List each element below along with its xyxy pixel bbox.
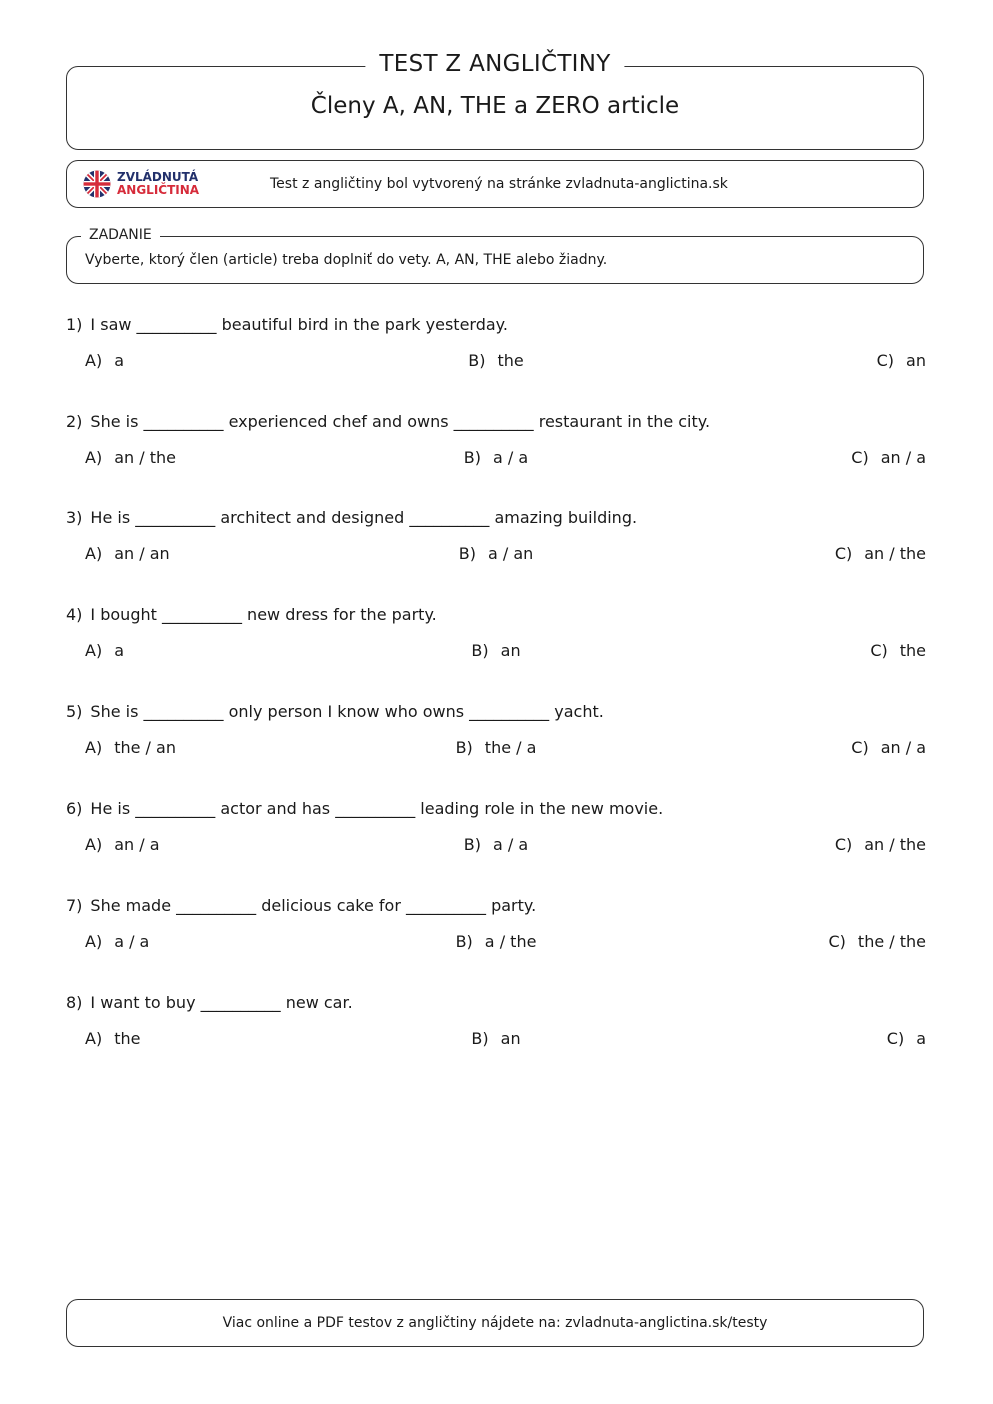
footer-box [66, 1299, 924, 1347]
option-value: a / a [493, 835, 529, 854]
question-6 [66, 799, 926, 857]
option-value: a / a [114, 932, 150, 951]
option-letter: C) [876, 351, 895, 370]
option-a[interactable] [85, 351, 124, 370]
option-b[interactable] [468, 351, 523, 370]
option-value: an / a [114, 835, 160, 854]
question-sentence: She is __________ experienced chef and owns __________ restaurant in the city. [90, 412, 711, 431]
question-4 [66, 605, 926, 663]
option-letter: C) [886, 1029, 905, 1048]
option-value: the / a [484, 738, 537, 757]
option-c[interactable] [887, 1029, 926, 1048]
option-c[interactable] [877, 351, 926, 370]
option-value: an [500, 641, 521, 660]
option-value: a / the [484, 932, 537, 951]
question-text [66, 799, 926, 818]
option-b[interactable] [471, 641, 520, 660]
question-3 [66, 508, 926, 566]
options-row [66, 932, 926, 954]
option-a[interactable] [85, 1029, 140, 1048]
option-value: the [899, 641, 926, 660]
brand-note: Test z angličtiny bol vytvorený na stránke zvladnuta-anglictina.sk [270, 176, 728, 192]
option-a[interactable] [85, 641, 124, 660]
option-value: a [114, 641, 124, 660]
options-row [66, 738, 926, 760]
question-text [66, 896, 926, 915]
option-letter: A) [85, 351, 103, 370]
option-letter: A) [85, 448, 103, 467]
footer-text: Viac online a PDF testov z angličtiny nájdete na: zvladnuta-anglictina.sk/testy [222, 1315, 768, 1331]
task-label: ZADANIE [81, 227, 160, 243]
question-text [66, 315, 926, 334]
option-c[interactable] [851, 738, 926, 757]
logo-wordmark [117, 171, 199, 197]
option-letter: C) [851, 738, 869, 757]
question-sentence: I saw __________ beautiful bird in the park yesterday. [90, 315, 508, 334]
logo-line-2: ANGLIČTINA [117, 183, 200, 197]
question-number: 8) [66, 993, 83, 1012]
option-c[interactable] [835, 544, 926, 563]
question-sentence: I want to buy __________ new car. [90, 993, 353, 1012]
option-letter: C) [834, 544, 853, 563]
option-b[interactable] [456, 738, 537, 757]
option-a[interactable] [85, 835, 160, 854]
question-text [66, 412, 926, 431]
brand-box [66, 160, 924, 208]
title-box [66, 51, 924, 150]
option-a[interactable] [85, 544, 170, 563]
option-value: a [114, 351, 124, 370]
option-value: an [906, 351, 926, 370]
question-number: 5) [66, 702, 83, 721]
task-text: Vyberte, ktorý člen (article) treba doplniť do vety. A, AN, THE alebo žiadny. [85, 252, 608, 268]
question-sentence: She is __________ only person I know who owns __________ yacht. [90, 702, 604, 721]
question-text [66, 993, 926, 1012]
option-value: an [500, 1029, 521, 1048]
options-row [66, 351, 926, 373]
option-letter: C) [870, 641, 888, 660]
option-value: a / a [493, 448, 529, 467]
option-value: the [497, 351, 524, 370]
option-b[interactable] [459, 544, 534, 563]
option-value: a [916, 1029, 926, 1048]
option-letter: A) [85, 544, 103, 563]
question-5 [66, 702, 926, 760]
question-text [66, 508, 926, 527]
option-value: an / the [864, 544, 926, 563]
option-letter: A) [85, 932, 103, 951]
question-number: 3) [66, 508, 83, 527]
options-row [66, 835, 926, 857]
page-title: TEST Z ANGLIČTINY [365, 51, 624, 77]
option-value: the / the [857, 932, 926, 951]
option-letter: C) [828, 932, 846, 951]
option-letter: B) [463, 448, 482, 467]
option-letter: B) [458, 544, 476, 563]
option-letter: B) [471, 641, 489, 660]
question-sentence: She made __________ delicious cake for __________ party. [90, 896, 537, 915]
option-letter: C) [851, 448, 869, 467]
option-value: an / the [864, 835, 926, 854]
option-b[interactable] [464, 835, 528, 854]
option-a[interactable] [85, 738, 176, 757]
option-b[interactable] [464, 448, 528, 467]
option-c[interactable] [829, 932, 927, 951]
option-value: the / an [114, 738, 176, 757]
question-text [66, 605, 926, 624]
options-row [66, 448, 926, 470]
uk-flag-icon [83, 170, 111, 198]
task-box [66, 227, 924, 284]
question-8 [66, 993, 926, 1051]
options-row [66, 544, 926, 566]
option-value: an / an [114, 544, 170, 563]
option-letter: A) [85, 1029, 103, 1048]
option-c[interactable] [870, 641, 926, 660]
question-sentence: He is __________ architect and designed __________ amazing building. [90, 508, 638, 527]
option-letter: B) [463, 835, 482, 854]
option-value: an / a [880, 738, 926, 757]
option-value: a / an [487, 544, 534, 563]
question-text [66, 702, 926, 721]
logo [83, 170, 199, 198]
option-value: the [114, 1029, 141, 1048]
question-number: 6) [66, 799, 83, 818]
page-subtitle: Členy A, AN, THE a ZERO article [310, 93, 680, 119]
option-letter: B) [471, 1029, 489, 1048]
question-sentence: I bought __________ new dress for the party. [90, 605, 437, 624]
logo-line-1: ZVLÁDNUTÁ [117, 170, 199, 184]
option-a[interactable] [85, 932, 149, 951]
option-letter: C) [834, 835, 853, 854]
question-2 [66, 412, 926, 470]
question-number: 4) [66, 605, 83, 624]
question-number: 2) [66, 412, 83, 431]
question-number: 1) [66, 315, 83, 334]
option-c[interactable] [851, 448, 926, 467]
option-c[interactable] [835, 835, 926, 854]
option-value: an / a [880, 448, 926, 467]
question-sentence: He is __________ actor and has __________ leading role in the new movie. [90, 799, 664, 818]
option-letter: B) [455, 932, 473, 951]
option-a[interactable] [85, 448, 176, 467]
options-row [66, 1029, 926, 1051]
options-row [66, 641, 926, 663]
option-b[interactable] [456, 932, 537, 951]
question-1 [66, 315, 926, 373]
option-letter: B) [455, 738, 473, 757]
option-letter: A) [85, 641, 103, 660]
question-number: 7) [66, 896, 83, 915]
option-letter: A) [85, 738, 103, 757]
option-letter: A) [85, 835, 103, 854]
option-b[interactable] [471, 1029, 520, 1048]
option-letter: B) [468, 351, 486, 370]
option-value: an / the [114, 448, 176, 467]
question-7 [66, 896, 926, 954]
